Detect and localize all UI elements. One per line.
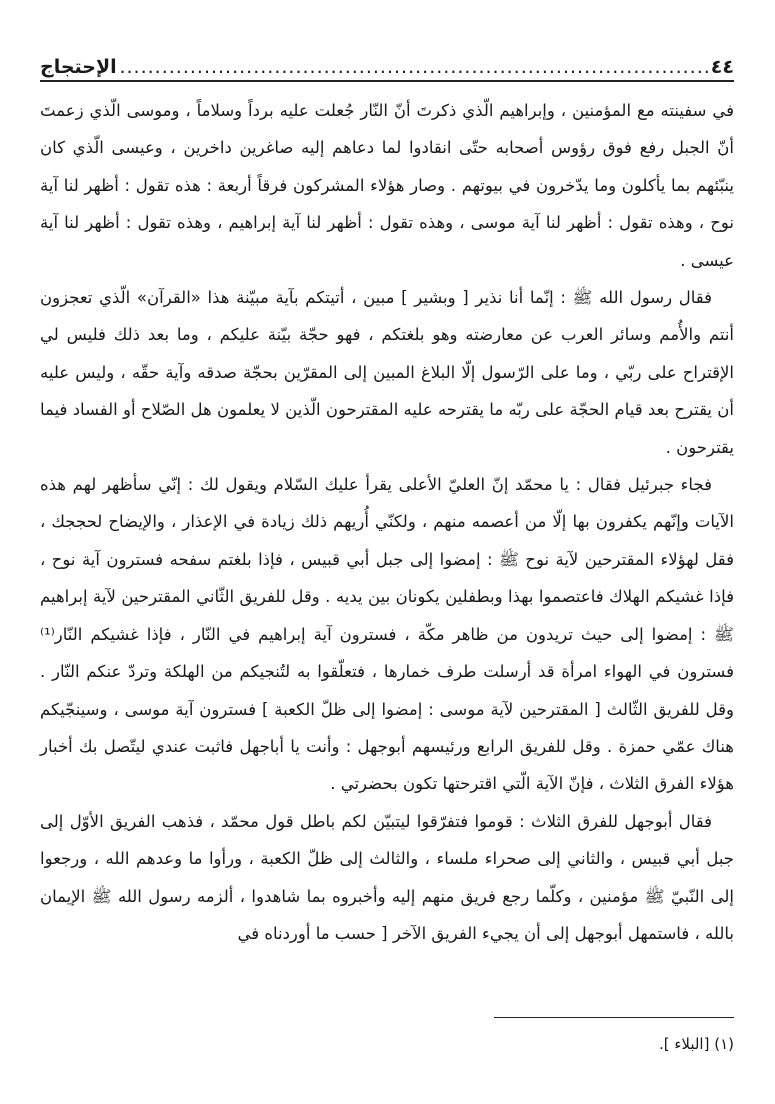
paragraph-1: في سفينته مع المؤمنين ، وإبراهيم الّذي ذكرتَ أنّ النّار جُعلت عليه برداً وسلاماً ، وموسى الّذي زعمتَ أنّ الجبل رفع فوق رؤوس أصحابه حتّى انقادوا لما دعاهم إليه صاغرين داخرين ، وعيسى الّذي كان ينبّئهم بما يأكلون وما يدّخرون في بيوتهم . وصار هؤلاء المشركون فرقاً أربعة : هذه تقول : أظهر لنا آية نوح ، وهذه تقول : أظهر لنا آية موسى ، وهذه تقول : أظهر لنا آية إبراهيم ، وهذه تقول : أظهر لنا آية عيسى . [40, 101, 734, 270]
paragraph-4: فقال أبوجهل للفرق الثلاث : قوموا فتفرّقوا ليتبيّن لكم باطل قول محمّد ، فذهب الفريق الأوّل إلى جبل أبي قبيس ، والثاني إلى صحراء ملساء ، والثالث إلى ظلّ الكعبة ، ورأوا ما وعدهم الله ، ورجعوا إلى النّبيّ ﷺ مؤمنين ، وكلّما رجع فريق منهم إليه وأخبروه بما شاهدوا ، ألزمه رسول الله ﷺ الإيمان بالله ، فاستمهل أبوجهل إلى أن يجيء الفريق الآخر [ حسب ما أوردناه في [40, 811, 734, 943]
header-rule [40, 80, 734, 82]
chapter-title: الإحتجاج [40, 56, 117, 78]
footnote: (١) [البلاء ]. [658, 1035, 734, 1053]
body-text [40, 92, 734, 952]
paragraph-3: فجاء جبرئيل فقال : يا محمّد إنّ العليّ الأعلى يقرأ عليك السّلام ويقول لك : إنّي سأظهر لهم هذه الآيات وإنّهم يكفرون بها إلّا من أعصمه منهم ، ولكنّي أُريهم ذلك زيادة في الإعذار ، والإيضاح لحججك ، فقل لهؤلاء المقترحين لآية نوح ﷺ : إمضوا إلى جبل أبي قبيس ، فإذا بلغتم سفحه فسترون آية نوح ، فإذا غشيكم الهلاك فاعتصموا بهذا وبطفلين يكونان بين يديه . وقل للفريق الثّاني المقترحين لآية إبراهيم ﷺ : إمضوا إلى حيث تريدون من ظاهر مكّة ، فسترون آية إبراهيم في النّار ، فإذا غشيكم النّار⁽¹⁾ فسترون في الهواء امرأة قد أرسلت طرف خمارها ، فتعلّقوا به لتُنجيكم من الهلكة وتردّ عنكم النّار . وقل للفريق الثّالث [ المقترحين لآية موسى : إمضوا إلى ظلّ الكعبة ] فسترون آية موسى ، وسينجّيكم هناك عمّي حمزة . وقل للفريق الرابع ورئيسهم أبوجهل : وأنت يا أباجهل فاثبت عندي ليتّصل بك أخبار هؤلاء الفرق الثلاث ، فإنّ الآية الّتي اقترحتها تكون بحضرتي . [40, 475, 734, 794]
footnote-rule [494, 1017, 734, 1018]
header-leader-dots [117, 56, 711, 78]
paragraph-2: فقال رسول الله ﷺ : إنّما أنا نذير [ وبشير ] مبين ، أتيتكم بآية مبيّنة هذا «القرآن» الّذي تعجزون أنتم والأُمم وسائر العرب عن معارضته وهو بلغتكم ، فهو حجّة بيّنة عليكم ، وما بعد ذلك فليس لي الإقتراح على ربّي ، وما على الرّسول إلّا البلاغ المبين إلى المقرّين بحجّة صدقه وآية حقّه ، وليس عليه أن يقترح بعد قيام الحجّة على ربّه ما يقترحه عليه المقترحون الّذين لا يعلمون هل الصّلاح أو الفساد فيما يقترحون . [40, 288, 734, 457]
page-number: ٤٤ [710, 56, 734, 78]
running-header [40, 44, 734, 78]
